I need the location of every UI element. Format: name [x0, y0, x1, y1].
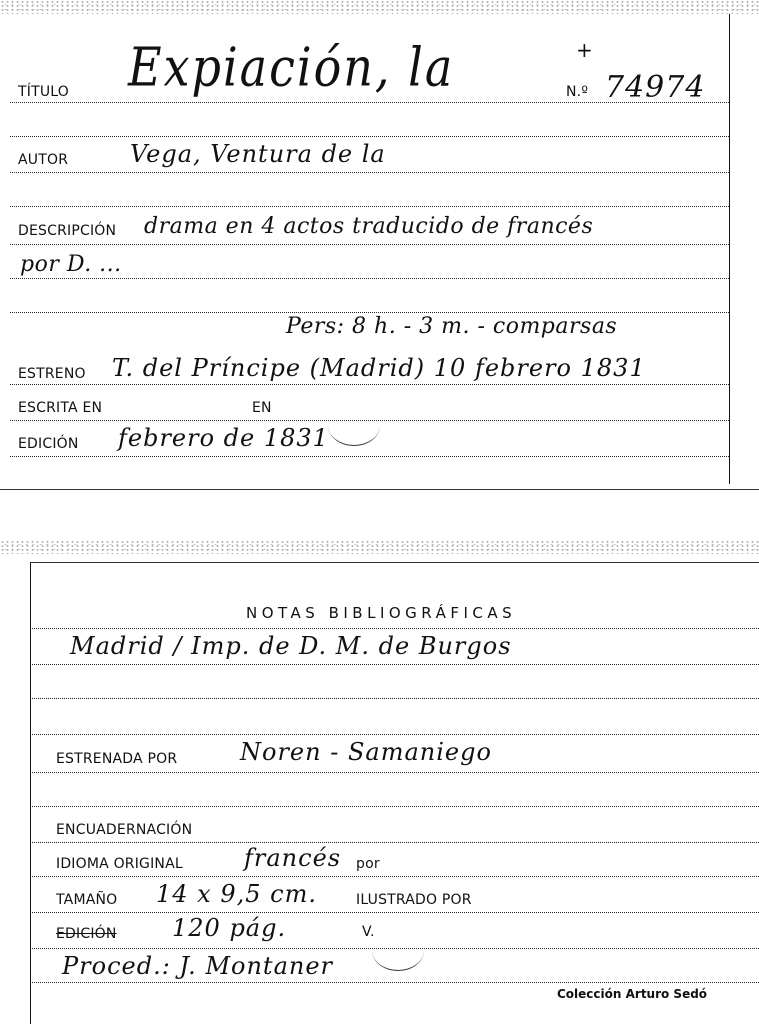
card-top-edge-2 [0, 540, 759, 554]
estreno-value: T. del Príncipe (Madrid) 10 febrero 1831 [112, 354, 646, 382]
edicion-rule [10, 456, 729, 457]
encuadernacion-label: ENCUADERNACIÓN [56, 822, 193, 838]
card-top-border [30, 562, 759, 563]
numero-label: N.º [566, 84, 589, 100]
descripcion-rule-1 [10, 244, 729, 245]
titulo-value: Expiación, la [128, 35, 455, 98]
idioma-label: IDIOMA ORIGINAL [56, 856, 183, 872]
edicion-value: febrero de 1831 [118, 424, 329, 452]
v-label: V. [362, 924, 375, 940]
collection-credit: Colección Arturo Sedó [557, 987, 708, 1001]
autor-value: Vega, Ventura de la [130, 140, 386, 168]
descripcion-label: DESCRIPCIÓN [18, 223, 117, 239]
notas-rule-3 [30, 734, 759, 735]
catalog-card-back [0, 540, 759, 1028]
autor-label: AUTOR [18, 152, 69, 168]
numero-value: 74974 [605, 70, 706, 105]
escrita-en-label: ESCRITA EN [18, 400, 103, 416]
ilustrado-label: ILUSTRADO POR [356, 892, 472, 908]
punch-hole-mark-2 [372, 930, 424, 971]
estreno-rule [10, 384, 729, 385]
rule-d [30, 806, 759, 807]
notas-rule-1 [30, 664, 759, 665]
estreno-label: ESTRENO [18, 366, 86, 382]
card-left-border [30, 562, 31, 1024]
rule-b [10, 206, 729, 207]
numero-mark: + [576, 38, 593, 62]
notas-line1: Madrid / Imp. de D. M. de Burgos [70, 632, 512, 660]
tamano-value: 14 x 9,5 cm. [156, 880, 317, 908]
rule-a [10, 136, 729, 137]
idioma-value: francés [244, 844, 342, 872]
card-right-border [729, 14, 730, 484]
edicion-label-struck: EDICIÓN [56, 926, 117, 942]
por-label: por [356, 856, 380, 872]
descripcion-line1: drama en 4 actos traducido de francés [144, 214, 594, 239]
card-top-edge [0, 0, 759, 14]
edicion-pages-value: 120 pág. [172, 914, 287, 942]
estrenada-value: Noren - Samaniego [240, 738, 492, 766]
punch-hole-mark [328, 405, 380, 446]
descripcion-rule-2 [10, 278, 729, 279]
card-bottom-border [0, 489, 759, 490]
notas-heading: NOTAS BIBLIOGRÁFICAS [246, 604, 517, 622]
titulo-label: TÍTULO [18, 84, 69, 100]
descripcion-line2: por D. ... [20, 252, 122, 277]
encuadernacion-rule [30, 842, 759, 843]
estrenada-rule [30, 772, 759, 773]
proced-value: Proced.: J. Montaner [62, 952, 334, 980]
idioma-rule [30, 876, 759, 877]
en-label: EN [252, 400, 272, 416]
catalog-card-front [0, 0, 759, 493]
edicion-label: EDICIÓN [18, 436, 79, 452]
rule-c [10, 312, 729, 313]
tamano-label: TAMAÑO [56, 892, 118, 908]
heading-rule [30, 628, 759, 629]
autor-rule [10, 172, 729, 173]
notas-rule-2 [30, 698, 759, 699]
proced-rule [30, 982, 759, 983]
estrenada-label: ESTRENADA POR [56, 751, 178, 767]
personajes-note: Pers: 8 h. - 3 m. - comparsas [286, 314, 618, 339]
titulo-rule [10, 102, 729, 103]
tamano-rule [30, 912, 759, 913]
